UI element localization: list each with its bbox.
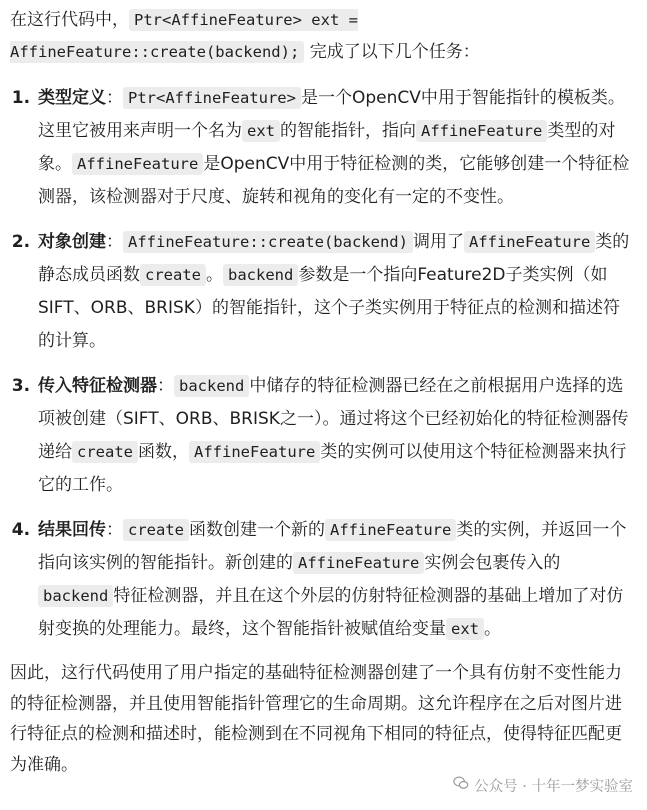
item-text: 。 bbox=[484, 619, 501, 639]
intro-text: 在这行代码中， bbox=[10, 10, 129, 30]
intro-text-end: 完成了以下几个任务： bbox=[309, 42, 480, 62]
code-snippet: ext bbox=[242, 120, 280, 142]
code-snippet: create bbox=[72, 441, 138, 463]
code-snippet: backend bbox=[38, 585, 113, 607]
list-item bbox=[36, 226, 635, 358]
item-title: 对象创建 bbox=[38, 232, 106, 252]
item-text: 调用了 bbox=[412, 232, 464, 252]
item-text: 特征检测器，并且在这个外层的仿射特征检测器的基础上增加了对仿射变换的处理能力。最终，这个智能指针被赋值给变量 bbox=[38, 586, 624, 639]
list-item bbox=[36, 82, 635, 214]
item-text: ： bbox=[106, 232, 123, 252]
item-text: 类的静态成员函数 bbox=[38, 232, 630, 285]
item-title: 传入特征检测器 bbox=[38, 376, 157, 396]
code-snippet: ext bbox=[446, 618, 484, 640]
watermark bbox=[452, 774, 633, 796]
item-text: 是OpenCV中用于特征检测的类，它能够创建一个特征检测器，该检测器对于尺度、旋转和视角的变化有一定的不变性。 bbox=[38, 154, 630, 207]
item-text: 实例会包裹传入的 bbox=[424, 553, 561, 573]
code-snippet: AffineFeature bbox=[72, 153, 203, 175]
code-snippet: backend bbox=[174, 375, 249, 397]
item-text: 的智能指针，指向 bbox=[280, 121, 416, 141]
list-item bbox=[36, 370, 635, 502]
item-title: 类型定义 bbox=[38, 88, 106, 108]
code-snippet: AffineFeature bbox=[325, 519, 456, 541]
code-snippet: AffineFeature bbox=[464, 231, 595, 253]
item-title: 结果回传 bbox=[38, 520, 106, 540]
intro-paragraph bbox=[10, 4, 635, 68]
code-snippet: create bbox=[123, 519, 189, 541]
item-text: 类型的对象。 bbox=[38, 121, 616, 174]
item-text: ： bbox=[106, 88, 123, 108]
code-snippet: Ptr<AffineFeature> ext = AffineFeature::create(backend); bbox=[10, 11, 358, 61]
item-text: 参数是一个指向Feature2D子类实例（如SIFT、ORB、BRISK）的智能指针，这个子类实例用于特征点的检测和描述符的计算。 bbox=[38, 265, 620, 351]
item-text: 是一个OpenCV中用于智能指针的模板类。这里它被用来声明一个名为 bbox=[38, 88, 625, 141]
item-text: ： bbox=[157, 376, 174, 396]
item-text: 类的实例，并返回一个指向该实例的智能指针。新创建的 bbox=[38, 520, 627, 573]
code-snippet: AffineFeature::create(backend) bbox=[123, 231, 413, 253]
code-snippet: create bbox=[140, 264, 206, 286]
wechat-icon bbox=[452, 774, 470, 796]
task-list bbox=[10, 82, 635, 646]
code-snippet: Ptr<AffineFeature> bbox=[123, 87, 301, 109]
code-snippet: AffineFeature bbox=[189, 441, 320, 463]
item-text: 类的实例可以使用这个特征检测器来执行它的工作。 bbox=[38, 442, 627, 495]
item-text: ： bbox=[106, 520, 123, 540]
item-text: 中储存的特征检测器已经在之前根据用户选择的选项被创建（SIFT、ORB、BRISK之一）。通过将这个已经初始化的特征检测器传递给 bbox=[38, 376, 629, 462]
item-text: 函数创建一个新的 bbox=[189, 520, 325, 540]
item-text: 。 bbox=[206, 265, 223, 285]
code-snippet: AffineFeature bbox=[416, 120, 547, 142]
code-snippet: backend bbox=[223, 264, 298, 286]
code-snippet: AffineFeature bbox=[293, 552, 424, 574]
watermark-text: 公众号 · 十年一梦实验室 bbox=[474, 778, 633, 795]
conclusion-paragraph: 因此，这行代码使用了用户指定的基础特征检测器创建了一个具有仿射不变性能力的特征检测器，并且使用智能指针管理它的生命周期。这允许程序在之后对图片进行特征点的检测和描述时，能检测到在不同视角下相同的特征点，使得特征匹配更为准确。 bbox=[10, 663, 622, 775]
list-item bbox=[36, 514, 635, 646]
item-text: 函数， bbox=[138, 442, 189, 462]
